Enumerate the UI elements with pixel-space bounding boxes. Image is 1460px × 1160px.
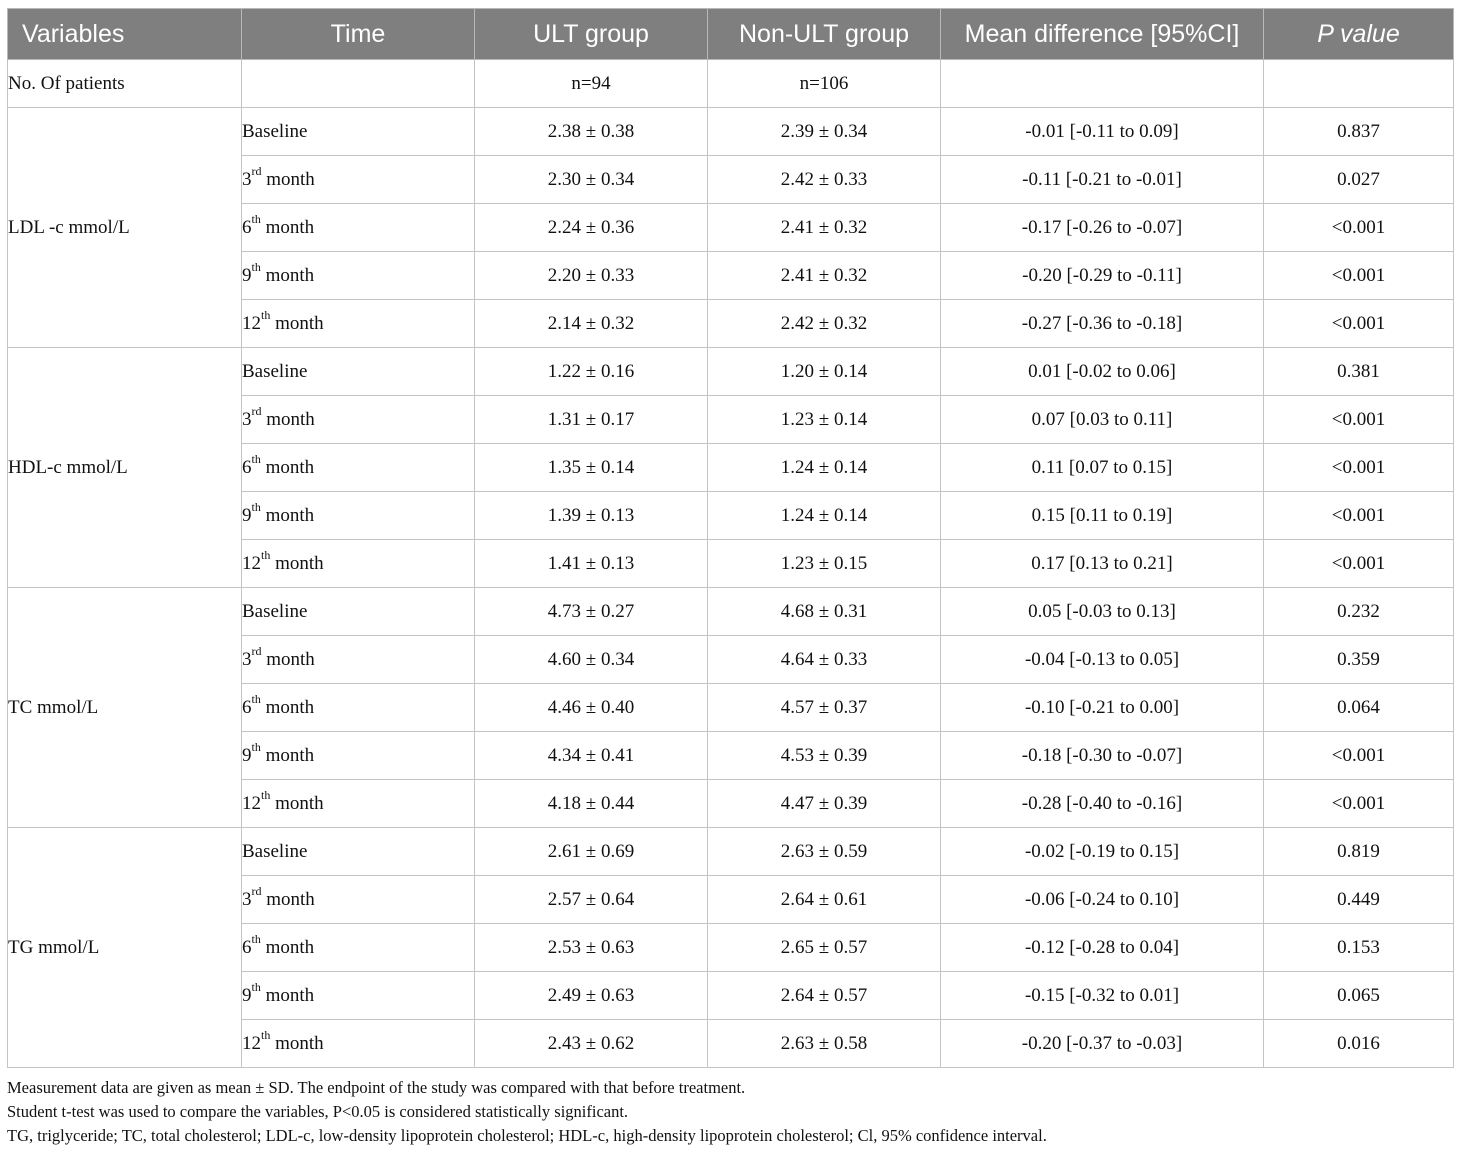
mean-difference-value: -0.20 [-0.29 to -0.11] (941, 252, 1264, 300)
mean-difference-value: -0.02 [-0.19 to 0.15] (941, 828, 1264, 876)
header-ult-group: ULT group (475, 9, 708, 60)
time-cell (242, 972, 475, 1020)
ult-value: 2.53 ± 0.63 (475, 924, 708, 972)
table-row (8, 588, 1454, 636)
time-label: Baseline (242, 360, 308, 382)
time-label: month (270, 552, 324, 574)
ult-value: 1.39 ± 0.13 (475, 492, 708, 540)
time-ordinal-suffix: th (251, 452, 261, 467)
time-cell (242, 204, 475, 252)
p-value: 0.359 (1264, 636, 1454, 684)
mean-difference-value: -0.28 [-0.40 to -0.16] (941, 780, 1264, 828)
p-value: 0.381 (1264, 348, 1454, 396)
time-label: month (260, 216, 315, 238)
table-row (8, 348, 1454, 396)
non-ult-value: 1.20 ± 0.14 (708, 348, 941, 396)
time-label: month (270, 312, 324, 334)
table-figure (7, 8, 1453, 1148)
time-cell (242, 684, 475, 732)
time-number: 9 (242, 744, 252, 766)
non-ult-value: 2.64 ± 0.57 (708, 972, 941, 1020)
ult-value: 4.46 ± 0.40 (475, 684, 708, 732)
p-value: <0.001 (1264, 204, 1454, 252)
time-label: month (260, 696, 315, 718)
time-number: 3 (242, 888, 252, 910)
non-ult-value: 4.53 ± 0.39 (708, 732, 941, 780)
non-ult-value: 2.42 ± 0.33 (708, 156, 941, 204)
non-ult-value: 2.41 ± 0.32 (708, 252, 941, 300)
non-ult-value: 4.68 ± 0.31 (708, 588, 941, 636)
header-mean-difference: Mean difference [95%CI] (941, 9, 1264, 60)
ult-value: 2.49 ± 0.63 (475, 972, 708, 1020)
ult-value: 2.61 ± 0.69 (475, 828, 708, 876)
p-value: <0.001 (1264, 540, 1454, 588)
time-ordinal-suffix: th (251, 740, 261, 755)
time-label: month (270, 1032, 324, 1054)
header-p-value: P value (1264, 9, 1454, 60)
mean-difference-value: 0.01 [-0.02 to 0.06] (941, 348, 1264, 396)
time-ordinal-suffix: th (261, 548, 271, 563)
mean-difference-value: 0.07 [0.03 to 0.11] (941, 396, 1264, 444)
non-ult-value: 2.39 ± 0.34 (708, 108, 941, 156)
non-ult-value: 4.47 ± 0.39 (708, 780, 941, 828)
non-ult-value: 2.63 ± 0.59 (708, 828, 941, 876)
time-cell (242, 780, 475, 828)
non-ult-value: 2.63 ± 0.58 (708, 1020, 941, 1068)
time-cell (242, 300, 475, 348)
variable-label: HDL-c mmol/L (8, 348, 242, 588)
p-value: 0.153 (1264, 924, 1454, 972)
time-number: 9 (242, 264, 252, 286)
mean-difference-value: -0.20 [-0.37 to -0.03] (941, 1020, 1264, 1068)
time-label: month (261, 888, 315, 910)
table-row (8, 108, 1454, 156)
time-cell (242, 636, 475, 684)
variable-label: TC mmol/L (8, 588, 242, 828)
mean-difference-value: 0.11 [0.07 to 0.15] (941, 444, 1264, 492)
time-ordinal-suffix: th (261, 308, 271, 323)
p-value: 0.232 (1264, 588, 1454, 636)
patients-p-cell (1264, 60, 1454, 108)
mean-difference-value: -0.01 [-0.11 to 0.09] (941, 108, 1264, 156)
time-cell (242, 444, 475, 492)
non-ult-value: 1.24 ± 0.14 (708, 492, 941, 540)
mean-difference-value: -0.10 [-0.21 to 0.00] (941, 684, 1264, 732)
ult-value: 4.60 ± 0.34 (475, 636, 708, 684)
time-label: Baseline (242, 600, 308, 622)
time-label: month (260, 456, 315, 478)
non-ult-value: 4.64 ± 0.33 (708, 636, 941, 684)
non-ult-value: 2.41 ± 0.32 (708, 204, 941, 252)
non-ult-value: 4.57 ± 0.37 (708, 684, 941, 732)
mean-difference-value: 0.05 [-0.03 to 0.13] (941, 588, 1264, 636)
mean-difference-value: -0.17 [-0.26 to -0.07] (941, 204, 1264, 252)
time-label: month (261, 168, 315, 190)
non-ult-value: 2.42 ± 0.32 (708, 300, 941, 348)
time-ordinal-suffix: th (251, 260, 261, 275)
ult-value: 4.18 ± 0.44 (475, 780, 708, 828)
time-ordinal-suffix: th (251, 980, 261, 995)
time-label: Baseline (242, 120, 308, 142)
mean-difference-value: 0.17 [0.13 to 0.21] (941, 540, 1264, 588)
time-number: 3 (242, 168, 252, 190)
patients-diff-cell (941, 60, 1264, 108)
lipid-table (7, 8, 1454, 1068)
variable-label: TG mmol/L (8, 828, 242, 1068)
p-value: <0.001 (1264, 780, 1454, 828)
time-ordinal-suffix: th (261, 1028, 271, 1043)
time-label: month (260, 936, 315, 958)
p-value: 0.819 (1264, 828, 1454, 876)
time-number: 12 (242, 312, 261, 334)
time-cell (242, 252, 475, 300)
ult-value: 2.43 ± 0.62 (475, 1020, 708, 1068)
time-number: 3 (242, 408, 252, 430)
ult-value: 2.20 ± 0.33 (475, 252, 708, 300)
time-label: Baseline (242, 840, 308, 862)
p-value: <0.001 (1264, 444, 1454, 492)
header-variables: Variables (8, 9, 242, 60)
non-ult-value: 1.24 ± 0.14 (708, 444, 941, 492)
ult-value: 4.73 ± 0.27 (475, 588, 708, 636)
footnote-line: Measurement data are given as mean ± SD. The endpoint of the study was compared with that before treatment. (7, 1078, 746, 1097)
patients-ult-count: n=94 (475, 60, 708, 108)
time-number: 6 (242, 456, 252, 478)
p-value: 0.064 (1264, 684, 1454, 732)
time-cell (242, 348, 475, 396)
p-value: 0.065 (1264, 972, 1454, 1020)
ult-value: 2.57 ± 0.64 (475, 876, 708, 924)
p-value: <0.001 (1264, 252, 1454, 300)
time-ordinal-suffix: th (251, 212, 261, 227)
header-non-ult-group: Non-ULT group (708, 9, 941, 60)
p-value: <0.001 (1264, 300, 1454, 348)
time-number: 6 (242, 696, 252, 718)
time-cell (242, 876, 475, 924)
footnote-line: TG, triglyceride; TC, total cholesterol; LDL-c, low-density lipoprotein cholesterol; HDL-c, high-density lipoprotein cholesterol; Cl, 95% confidence interval. (7, 1126, 1047, 1145)
patients-label: No. Of patients (8, 60, 242, 108)
time-ordinal-suffix: rd (251, 404, 262, 419)
table-footnotes (7, 1076, 1453, 1148)
time-label: month (261, 408, 315, 430)
ult-value: 2.30 ± 0.34 (475, 156, 708, 204)
patients-non-ult-count: n=106 (708, 60, 941, 108)
time-number: 3 (242, 648, 252, 670)
time-cell (242, 828, 475, 876)
p-value: <0.001 (1264, 396, 1454, 444)
time-cell (242, 732, 475, 780)
time-cell (242, 540, 475, 588)
ult-value: 2.24 ± 0.36 (475, 204, 708, 252)
mean-difference-value: -0.27 [-0.36 to -0.18] (941, 300, 1264, 348)
non-ult-value: 2.64 ± 0.61 (708, 876, 941, 924)
time-ordinal-suffix: rd (251, 164, 262, 179)
time-label: month (260, 984, 315, 1006)
ult-value: 1.31 ± 0.17 (475, 396, 708, 444)
patients-time-cell (242, 60, 475, 108)
time-number: 12 (242, 1032, 261, 1054)
p-value: 0.027 (1264, 156, 1454, 204)
mean-difference-value: -0.06 [-0.24 to 0.10] (941, 876, 1264, 924)
time-label: month (270, 792, 324, 814)
non-ult-value: 1.23 ± 0.15 (708, 540, 941, 588)
mean-difference-value: -0.12 [-0.28 to 0.04] (941, 924, 1264, 972)
footnote-line: Student t-test was used to compare the variables, P<0.05 is considered statistically significant. (7, 1102, 629, 1121)
non-ult-value: 1.23 ± 0.14 (708, 396, 941, 444)
table-row (8, 828, 1454, 876)
time-ordinal-suffix: th (251, 500, 261, 515)
time-ordinal-suffix: th (261, 788, 271, 803)
patients-row (8, 60, 1454, 108)
table-header-row (8, 9, 1454, 60)
time-cell (242, 156, 475, 204)
time-label: month (260, 264, 315, 286)
p-value: 0.449 (1264, 876, 1454, 924)
mean-difference-value: -0.18 [-0.30 to -0.07] (941, 732, 1264, 780)
time-number: 9 (242, 984, 252, 1006)
time-cell (242, 924, 475, 972)
time-cell (242, 1020, 475, 1068)
time-number: 12 (242, 552, 261, 574)
non-ult-value: 2.65 ± 0.57 (708, 924, 941, 972)
ult-value: 1.22 ± 0.16 (475, 348, 708, 396)
time-cell (242, 108, 475, 156)
p-value: 0.016 (1264, 1020, 1454, 1068)
mean-difference-value: -0.11 [-0.21 to -0.01] (941, 156, 1264, 204)
time-number: 6 (242, 216, 252, 238)
time-label: month (260, 744, 315, 766)
ult-value: 2.38 ± 0.38 (475, 108, 708, 156)
time-ordinal-suffix: rd (251, 644, 262, 659)
ult-value: 1.35 ± 0.14 (475, 444, 708, 492)
time-ordinal-suffix: th (251, 932, 261, 947)
ult-value: 1.41 ± 0.13 (475, 540, 708, 588)
variable-label: LDL -c mmol/L (8, 108, 242, 348)
time-ordinal-suffix: th (251, 692, 261, 707)
p-value: <0.001 (1264, 492, 1454, 540)
time-label: month (261, 648, 315, 670)
time-cell (242, 396, 475, 444)
mean-difference-value: 0.15 [0.11 to 0.19] (941, 492, 1264, 540)
time-cell (242, 588, 475, 636)
time-cell (242, 492, 475, 540)
p-value: 0.837 (1264, 108, 1454, 156)
time-label: month (260, 504, 315, 526)
p-value: <0.001 (1264, 732, 1454, 780)
time-number: 6 (242, 936, 252, 958)
mean-difference-value: -0.04 [-0.13 to 0.05] (941, 636, 1264, 684)
ult-value: 2.14 ± 0.32 (475, 300, 708, 348)
mean-difference-value: -0.15 [-0.32 to 0.01] (941, 972, 1264, 1020)
header-time: Time (242, 9, 475, 60)
time-number: 12 (242, 792, 261, 814)
time-ordinal-suffix: rd (251, 884, 262, 899)
ult-value: 4.34 ± 0.41 (475, 732, 708, 780)
time-number: 9 (242, 504, 252, 526)
